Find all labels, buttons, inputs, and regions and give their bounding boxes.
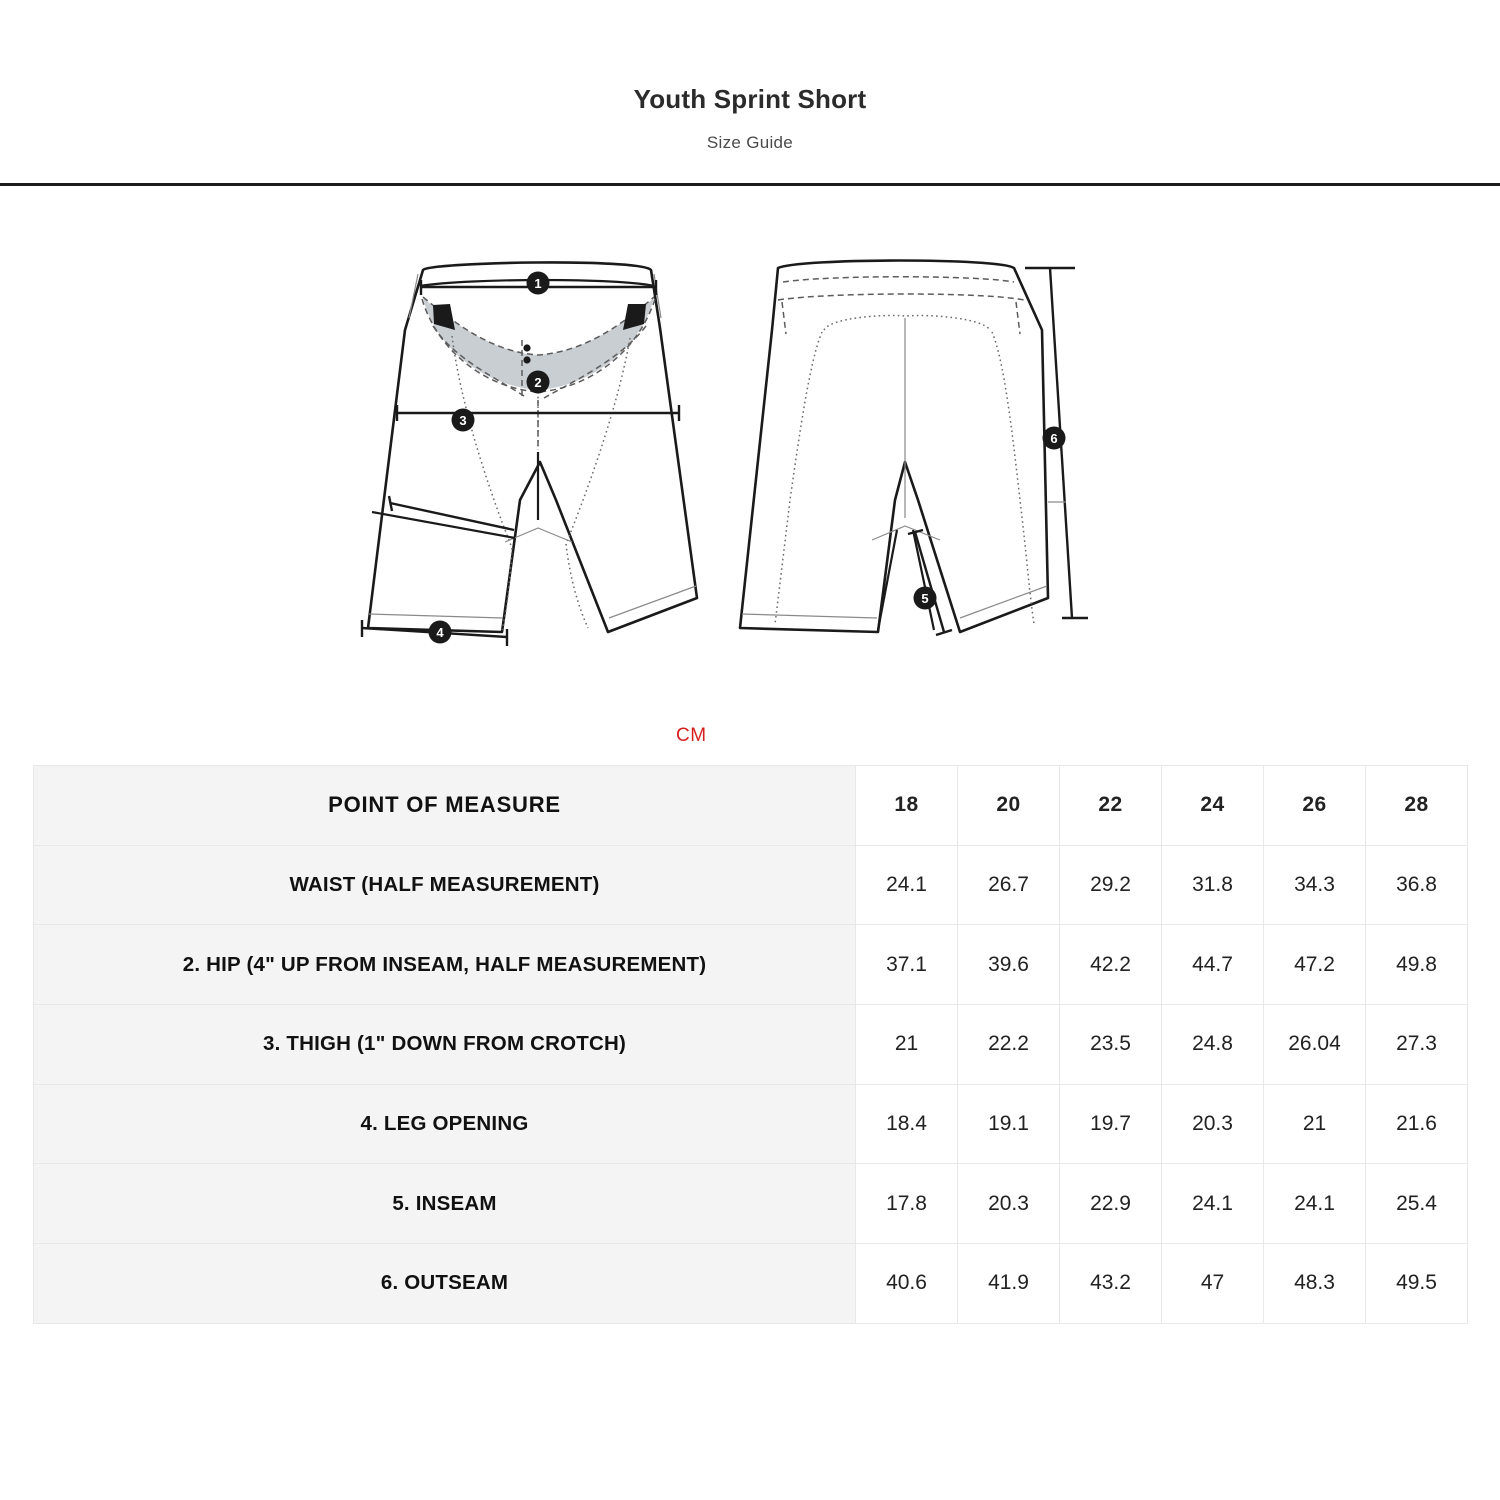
svg-text:1: 1 — [534, 276, 542, 291]
cell-waist-26: 34.3 — [1264, 845, 1366, 925]
svg-text:3: 3 — [459, 413, 467, 428]
cell-thigh-20: 22.2 — [958, 1005, 1060, 1085]
table-header-row — [34, 766, 1468, 846]
cell-leg-opening-24: 20.3 — [1162, 1084, 1264, 1164]
table-row — [34, 1005, 1468, 1085]
cell-outseam-18: 40.6 — [856, 1244, 958, 1324]
unit-label: CM — [676, 725, 707, 746]
cell-waist-24: 31.8 — [1162, 845, 1264, 925]
cell-hip-20: 39.6 — [958, 925, 1060, 1005]
cell-outseam-20: 41.9 — [958, 1244, 1060, 1324]
cell-outseam-28: 49.5 — [1366, 1244, 1468, 1324]
row-label-leg-opening: 4. LEG OPENING — [34, 1084, 856, 1164]
row-label-waist: WAIST (HALF MEASUREMENT) — [34, 845, 856, 925]
cell-thigh-26: 26.04 — [1264, 1005, 1366, 1085]
row-label-hip: 2. HIP (4" UP FROM INSEAM, HALF MEASUREMENT) — [34, 925, 856, 1005]
cell-inseam-20: 20.3 — [958, 1164, 1060, 1244]
row-label-inseam: 5. INSEAM — [34, 1164, 856, 1244]
cell-thigh-18: 21 — [856, 1005, 958, 1085]
svg-text:4: 4 — [436, 625, 444, 640]
diagram-marker-3 — [452, 409, 475, 432]
column-header-size-24: 24 — [1162, 766, 1264, 846]
diagram-marker-6 — [1043, 427, 1066, 450]
table-row — [34, 925, 1468, 1005]
diagram-marker-2 — [527, 371, 550, 394]
cell-hip-24: 44.7 — [1162, 925, 1264, 1005]
cell-thigh-22: 23.5 — [1060, 1005, 1162, 1085]
svg-text:2: 2 — [534, 375, 542, 390]
cell-leg-opening-28: 21.6 — [1366, 1084, 1468, 1164]
page-header — [0, 0, 1500, 186]
column-header-point-of-measure: POINT OF MEASURE — [34, 766, 856, 846]
table-row — [34, 845, 1468, 925]
cell-inseam-28: 25.4 — [1366, 1164, 1468, 1244]
diagram-marker-5 — [914, 587, 937, 610]
cell-leg-opening-22: 19.7 — [1060, 1084, 1162, 1164]
svg-text:6: 6 — [1050, 431, 1058, 446]
table-row — [34, 1164, 1468, 1244]
cell-thigh-24: 24.8 — [1162, 1005, 1264, 1085]
shorts-diagram — [0, 200, 1500, 720]
back-shorts-technical-drawing — [740, 261, 1088, 636]
cell-outseam-24: 47 — [1162, 1244, 1264, 1324]
page-title: Youth Sprint Short — [633, 84, 867, 114]
column-header-size-28: 28 — [1366, 766, 1468, 846]
size-chart-table — [33, 765, 1468, 1324]
column-header-size-22: 22 — [1060, 766, 1162, 846]
cell-leg-opening-20: 19.1 — [958, 1084, 1060, 1164]
cell-inseam-26: 24.1 — [1264, 1164, 1366, 1244]
cell-inseam-18: 17.8 — [856, 1164, 958, 1244]
column-header-size-20: 20 — [958, 766, 1060, 846]
page-subtitle: Size Guide — [706, 133, 794, 152]
cell-waist-28: 36.8 — [1366, 845, 1468, 925]
cell-leg-opening-18: 18.4 — [856, 1084, 958, 1164]
cell-leg-opening-26: 21 — [1264, 1084, 1366, 1164]
cell-waist-18: 24.1 — [856, 845, 958, 925]
row-label-thigh: 3. THIGH (1" DOWN FROM CROTCH) — [34, 1005, 856, 1085]
cell-waist-20: 26.7 — [958, 845, 1060, 925]
cell-hip-18: 37.1 — [856, 925, 958, 1005]
diagram-marker-4 — [429, 621, 452, 644]
cell-hip-26: 47.2 — [1264, 925, 1366, 1005]
cell-hip-22: 42.2 — [1060, 925, 1162, 1005]
cell-waist-22: 29.2 — [1060, 845, 1162, 925]
column-header-size-26: 26 — [1264, 766, 1366, 846]
row-label-outseam: 6. OUTSEAM — [34, 1244, 856, 1324]
table-row — [34, 1244, 1468, 1324]
cell-hip-28: 49.8 — [1366, 925, 1468, 1005]
cell-inseam-24: 24.1 — [1162, 1164, 1264, 1244]
column-header-size-18: 18 — [856, 766, 958, 846]
front-shorts-technical-drawing — [362, 262, 697, 646]
cell-outseam-26: 48.3 — [1264, 1244, 1366, 1324]
cell-outseam-22: 43.2 — [1060, 1244, 1162, 1324]
cell-inseam-22: 22.9 — [1060, 1164, 1162, 1244]
diagram-marker-1 — [527, 272, 550, 295]
table-row — [34, 1084, 1468, 1164]
svg-text:5: 5 — [921, 591, 929, 606]
header-divider — [0, 183, 1500, 186]
cell-thigh-28: 27.3 — [1366, 1005, 1468, 1085]
